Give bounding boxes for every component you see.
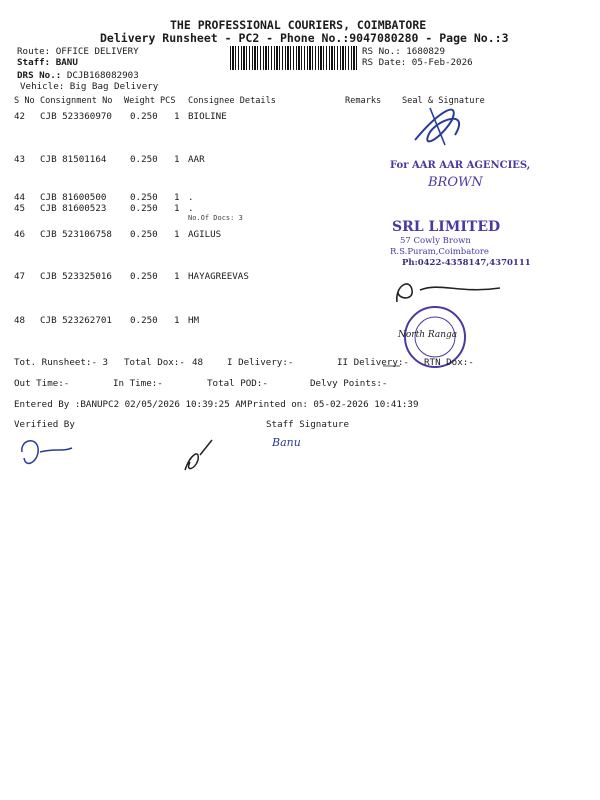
row-sno: 47 bbox=[14, 271, 26, 282]
row-pcs: 1 bbox=[174, 154, 180, 165]
runsheet-title: Delivery Runsheet - PC2 - Phone No.:9047080280 - Page No.:3 bbox=[100, 31, 509, 45]
row-sno: 42 bbox=[14, 111, 26, 122]
row-weight: 0.250 bbox=[130, 111, 158, 122]
col-pcs: PCS bbox=[160, 96, 176, 106]
agilus-signature bbox=[397, 284, 500, 302]
drs-label: DRS No.: bbox=[17, 70, 62, 81]
row-consignment: CJB 81501164 bbox=[40, 154, 107, 165]
row-weight: 0.250 bbox=[130, 154, 158, 165]
row-consignee: HAYAGREEVAS bbox=[188, 271, 249, 282]
srl-stamp-phone: Ph:0422-4358147,4370111 bbox=[402, 258, 531, 268]
row-sno: 46 bbox=[14, 229, 26, 240]
route-text: Route: OFFICE DELIVERY bbox=[17, 46, 139, 57]
printed-on: Printed on: 05-02-2026 10:41:39 bbox=[247, 399, 419, 410]
col-consignment: Consignment No bbox=[40, 96, 113, 106]
row-consignee: . bbox=[188, 192, 194, 203]
verified-signature bbox=[22, 441, 72, 464]
row-pcs: 1 bbox=[174, 229, 180, 240]
row-sno: 48 bbox=[14, 315, 26, 326]
aar-signature: BROWN bbox=[428, 175, 483, 190]
row-weight: 0.250 bbox=[130, 229, 158, 240]
col-sno: S No bbox=[14, 96, 35, 106]
total-pod: Total POD:- bbox=[207, 378, 268, 389]
row-consignee: AAR bbox=[188, 154, 205, 165]
row-consignee: HM bbox=[188, 315, 200, 326]
row-weight: 0.250 bbox=[130, 315, 158, 326]
staff-signature-label: Staff Signature bbox=[266, 419, 349, 430]
ii-delivery: II Delivery:- bbox=[337, 357, 409, 368]
row-pcs: 1 bbox=[174, 203, 180, 214]
row-pcs: 1 bbox=[174, 192, 180, 203]
hm-signature: North Ranga bbox=[398, 330, 458, 340]
row-consignment: CJB 523262701 bbox=[40, 315, 112, 326]
srl-stamp-name: SRL LIMITED bbox=[392, 219, 501, 235]
staff-signature-mark: Banu bbox=[272, 436, 301, 449]
entered-by: Entered By :BANUPC2 02/05/2026 10:39:25 AM bbox=[14, 399, 247, 410]
row-consignment: CJB 523360970 bbox=[40, 111, 112, 122]
out-time: Out Time:- bbox=[14, 378, 70, 389]
row-weight: 0.250 bbox=[130, 203, 158, 214]
total-dox-label: Total Dox:- bbox=[124, 357, 185, 368]
aar-stamp: For AAR AAR AGENCIES, bbox=[390, 160, 531, 171]
row-pcs: 1 bbox=[174, 271, 180, 282]
tot-runsheet: Tot. Runsheet:- 3 bbox=[14, 357, 109, 368]
row-consignment: CJB 81600500 bbox=[40, 192, 107, 203]
row-weight: 0.250 bbox=[130, 192, 158, 203]
col-seal: Seal & Signature bbox=[402, 96, 485, 106]
rs-no: RS No.: 1680829 bbox=[362, 46, 445, 57]
row-note: No.Of Docs: 3 bbox=[188, 214, 243, 222]
vehicle-text: Vehicle: Big Bag Delivery bbox=[20, 81, 159, 92]
in-time: In Time:- bbox=[113, 378, 163, 389]
drs-value: DCJB168082903 bbox=[66, 70, 139, 81]
row-consignment: CJB 523106758 bbox=[40, 229, 112, 240]
col-weight: Weight bbox=[124, 96, 156, 106]
row-sno: 44 bbox=[14, 192, 26, 203]
col-remarks: Remarks bbox=[345, 96, 382, 106]
row-consignee: BIOLINE bbox=[188, 111, 227, 122]
row-sno: 45 bbox=[14, 203, 26, 214]
row-pcs: 1 bbox=[174, 315, 180, 326]
rtn-dox: RTN Dox:- bbox=[424, 357, 474, 368]
row-consignment: CJB 523325016 bbox=[40, 271, 112, 282]
row-consignment: CJB 81600523 bbox=[40, 203, 107, 214]
row-consignee: . bbox=[188, 203, 194, 214]
delvy-points: Delvy Points:- bbox=[310, 378, 388, 389]
total-dox-value: 48 bbox=[192, 357, 204, 368]
row-weight: 0.250 bbox=[130, 271, 158, 282]
company-title: THE PROFESSIONAL COURIERS, COIMBATORE bbox=[170, 18, 427, 32]
rs-date: RS Date: 05-Feb-2026 bbox=[362, 57, 473, 68]
srl-stamp-addr1: 57 Cowly Brown bbox=[400, 236, 471, 246]
staff-text: Staff: BANU bbox=[17, 57, 78, 68]
srl-stamp-addr2: R.S.Puram,Coimbatore bbox=[390, 247, 489, 257]
verified-by: Verified By bbox=[14, 419, 75, 430]
row-consignee: AGILUS bbox=[188, 229, 222, 240]
col-consignee: Consignee Details bbox=[188, 96, 276, 106]
i-delivery: I Delivery:- bbox=[227, 357, 294, 368]
row-pcs: 1 bbox=[174, 111, 180, 122]
middle-signature bbox=[185, 440, 212, 470]
row-sno: 43 bbox=[14, 154, 26, 165]
